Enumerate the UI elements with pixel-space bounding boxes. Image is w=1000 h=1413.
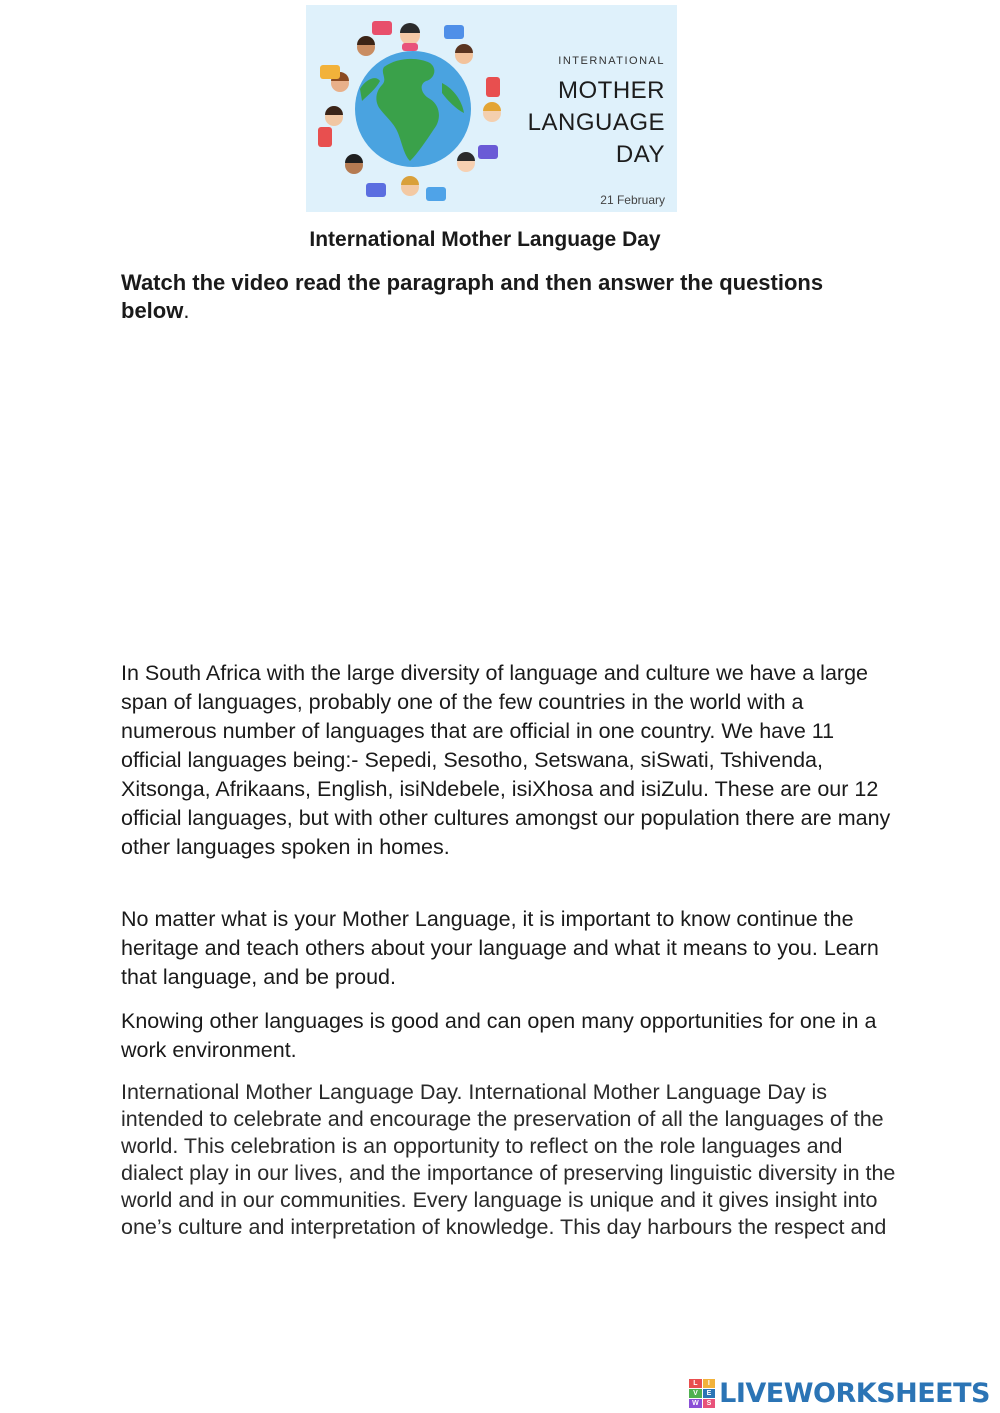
- liveworksheets-logo[interactable]: [689, 1377, 990, 1409]
- liveworksheets-logo-icon: L I V E W S: [689, 1379, 715, 1407]
- paragraph-south-africa: In South Africa with the large diversity of language and culture we have a large span of languages, probably one of the few countries in the world with a numerous number of languages that are official in one country. We have 11 official languages being:- Sepedi, Sesotho, Setswana, siSwati, Tshivenda, Xitsonga, Afrikaans, English, isiNdebele, isiXhosa and isiZulu. These are our 12 official languages, but with other cultures amongst our population there are many other languages spoken in homes.: [121, 661, 891, 859]
- banner-mother: MOTHER: [558, 77, 665, 104]
- instructions: [121, 269, 891, 325]
- instructions-dot: .: [183, 298, 190, 323]
- liveworksheets-logo-text: LIVEWORKSHEETS: [719, 1377, 990, 1409]
- paragraph-mother-language: No matter what is your Mother Language, it is important to know continue the heritage and teach others about your language and what it means to you. Learn that language, and be proud.: [121, 907, 879, 989]
- banner-international: INTERNATIONAL: [558, 55, 665, 67]
- paragraph-intl-day: International Mother Language Day. International Mother Language Day is intended to celebrate and encourage the preservation of all the languages of the world. This celebration is an opportunity to reflect on the role languages and dialect play in our lives, and the importance of preserving linguistic diversity in the world and in our communities. Every language is unique and it gives insight into one’s culture and interpretation of knowledge. This day harbours the respect and: [121, 1080, 896, 1239]
- banner-text: [528, 55, 665, 207]
- banner-image: [306, 5, 677, 212]
- banner-day: DAY: [615, 141, 665, 168]
- instructions-text: Watch the video read the paragraph and then answer the questions below: [121, 270, 824, 323]
- page-title: International Mother Language Day: [309, 228, 661, 251]
- paragraph-other-languages: Knowing other languages is good and can open many opportunities for one in a work environment.: [121, 1009, 877, 1062]
- banner-date: 21 February: [600, 193, 665, 207]
- banner-language: LANGUAGE: [527, 109, 665, 136]
